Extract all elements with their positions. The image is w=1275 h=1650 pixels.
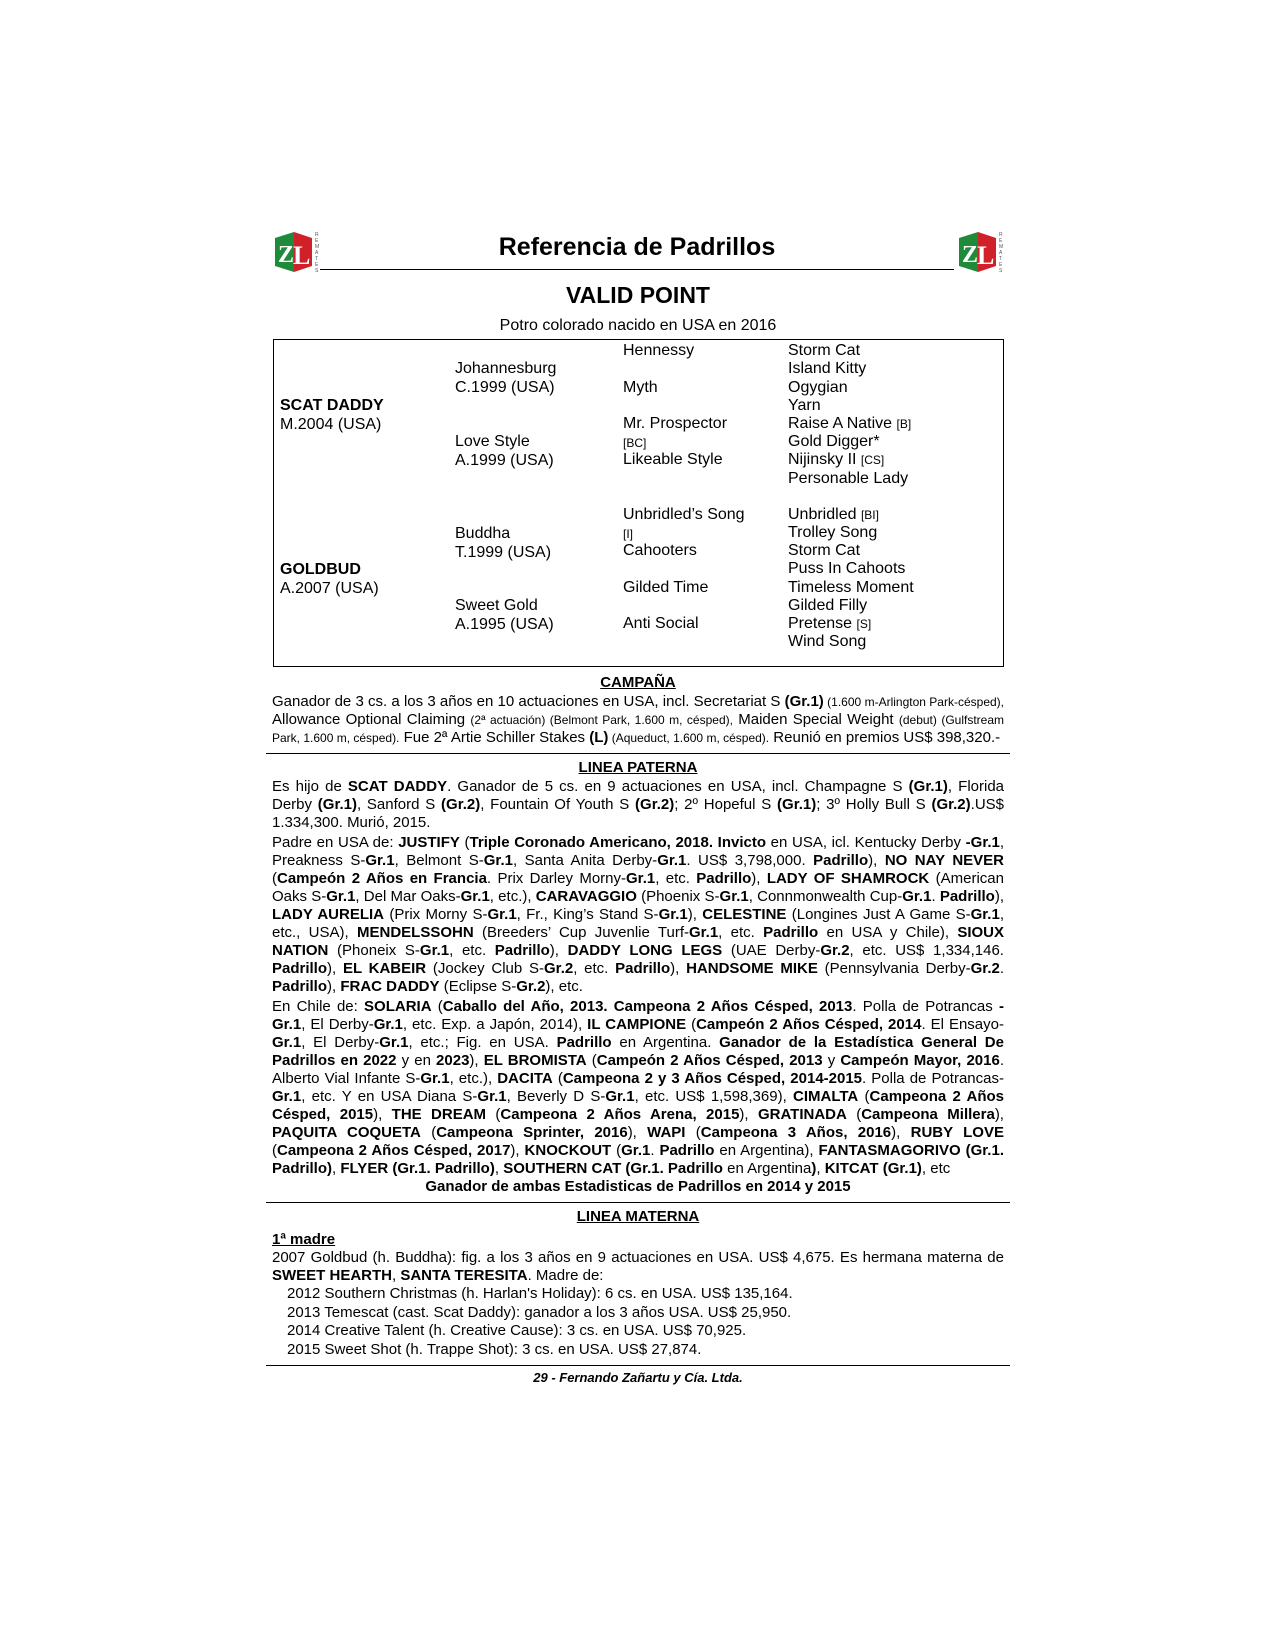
pedigree-gen4-entry: Storm Cat — [788, 542, 861, 559]
pedigree-gen4-entry: Nijinsky II [CS] — [788, 451, 885, 468]
pedigree-gen4-entry: Gold Digger* — [788, 433, 880, 450]
pedigree-gen4-entry: Timeless Moment — [788, 579, 914, 596]
pedigree-gen4-entry: Puss In Cahoots — [788, 560, 906, 577]
campana-text: Ganador de 3 cs. a los 3 años en 10 actuaciones en USA, incl. Secretariat S (Gr.1) (1.600 m-Arlington Park-césped), Allowance Optional Claiming (2ª actuación) (Belmont Park, 1.600 m, césped), Maiden Special Weight (debut) (Gulfstream Park, 1.600 m, césped). Fue 2ª Artie Schiller Stakes (L) (Aqueduct, 1.600 m, césped). Reunió en premios US$ 398,320.- — [272, 693, 1004, 746]
linea-paterna-p1: Es hijo de SCAT DADDY. Ganador de 5 cs. en 9 actuaciones en USA, incl. Champagne S (Gr.1), Florida Derby (Gr.1), Sanford S (Gr.2), Fountain Of Youth S (Gr.2); 2º Hopeful S (Gr.1); 3º Holly Bull S (Gr.2).US$ 1.334,300. Murió, 2015. — [272, 778, 1005, 831]
svg-text:E: E — [315, 238, 319, 244]
pedigree-gen4-entry: Unbridled [BI] — [788, 506, 879, 523]
page — [270, 225, 1006, 1385]
offspring-item: 2014 Creative Talent (h. Creative Cause): 3 cs. en USA. US$ 70,925. — [287, 1322, 747, 1339]
pedigree-gen4-entry: Storm Cat — [788, 342, 861, 359]
zl-remates-logo — [956, 228, 1006, 276]
pedigree-gen4-entry: Island Kitty — [788, 360, 867, 377]
pedigree-gen4-entry: Yarn — [788, 397, 821, 414]
pedigree-gen4-entry: Pretense [S] — [788, 615, 872, 632]
pedigree-gen3-entry: Hennessy — [623, 342, 695, 359]
dam-name: GOLDBUD — [280, 561, 361, 578]
pedigree-gen4-entry: Gilded Filly — [788, 597, 868, 614]
pedigree-gen4-entry: Trolley Song — [788, 524, 878, 541]
svg-text:E: E — [999, 238, 1003, 244]
page-title: Referencia de Padrillos — [498, 233, 776, 261]
footer-rule — [266, 1365, 1010, 1366]
section-divider — [266, 1202, 1010, 1203]
pedigree-gen3-entry: Unbridled’s Song [I] — [623, 506, 745, 541]
linea-paterna-p3: En Chile de: SOLARIA (Caballo del Año, 2013. Campeona 2 Años Césped, 2013. Polla de Potrancas -Gr.1, El Derby-Gr.1, etc. Exp. a Japón, 2014), IL CAMPIONE (Campeón 2 Años Césped, 2014. El Ensayo-Gr.1, El Derby-Gr.1, etc.; Fig. en USA. Padrillo en Argentina. Ganador de la Estadística General De Padrillos en 2022 y en 2023), EL BROMISTA (Campeón 2 Años Césped, 2013 y Campeón Mayor, 2016. Alberto Vial Infante S-Gr.1, etc.), DACITA (Campeona 2 y 3 Años Césped, 2014-2015. Polla de Potrancas-Gr.1, etc. Y en USA Diana S-Gr.1, Beverly D S-Gr.1, etc. US$ 1,598,369), CIMALTA (Campeona 2 Años Césped, 2015), THE DREAM (Campeona 2 Años Arena, 2015), GRATINADA (Campeona Millera), PAQUITA COQUETA (Campeona Sprinter, 2016), WAPI (Campeona 3 Años, 2016), RUBY LOVE (Campeona 2 Años Césped, 2017), KNOCKOUT (Gr.1. Padrillo en Argentina), FANTASMAGORIVO (Gr.1. Padrillo), FLYER (Gr.1. Padrillo), SOUTHERN CAT (Gr.1. Padrillo en Argentina), KITCAT (Gr.1), etc — [272, 998, 1004, 1177]
dam-info: A.2007 (USA) — [280, 580, 379, 597]
pedigree-sire — [280, 396, 384, 434]
offspring-item: 2015 Sweet Shot (h. Trappe Shot): 3 cs. en USA. US$ 27,874. — [287, 1340, 702, 1358]
svg-text:M: M — [999, 244, 1004, 250]
svg-text:R: R — [315, 232, 319, 238]
pedigree-dam — [280, 560, 379, 598]
pedigree-gen2-entry: Buddha T.1999 (USA) — [455, 525, 552, 561]
pedigree-gen3-entry: Mr. Prospector [BC] — [623, 415, 728, 450]
page-footer: 29 - Fernando Zañartu y Cía. Ltda. — [533, 1370, 743, 1385]
campana-title: CAMPAÑA — [600, 674, 676, 691]
linea-paterna-title: LINEA PATERNA — [578, 759, 698, 776]
pedigree-gen4-entry: Ogygian — [788, 379, 848, 396]
primera-madre-title: 1ª madre — [272, 1231, 336, 1248]
svg-text:T: T — [315, 256, 319, 262]
pedigree-gen2-entry: Love Style A.1999 (USA) — [455, 433, 554, 469]
svg-text:S: S — [315, 268, 319, 274]
svg-text:A: A — [999, 250, 1003, 256]
svg-text:R: R — [999, 232, 1003, 238]
pedigree-gen2-entry: Johannesburg C.1999 (USA) — [455, 360, 557, 396]
pedigree-gen3-entry: Likeable Style — [623, 451, 723, 468]
horse-name: VALID POINT — [566, 282, 710, 308]
linea-materna-p1: 2007 Goldbud (h. Buddha): fig. a los 3 años en 9 actuaciones en USA. US$ 4,675. Es hermana materna de SWEET HEARTH, SANTA TERESITA. Madre de: — [272, 1249, 1004, 1284]
zl-remates-logo — [272, 228, 322, 276]
pedigree-gen3-entry: Gilded Time — [623, 579, 709, 596]
svg-text:Z: Z — [962, 242, 979, 268]
svg-text:S: S — [999, 268, 1003, 274]
svg-text:M: M — [315, 244, 320, 250]
linea-paterna-closing: Ganador de ambas Estadisticas de Padrillos en 2014 y 2015 — [425, 1178, 851, 1195]
pedigree-gen3-entry: Anti Social — [623, 615, 699, 632]
pedigree-table — [273, 339, 1004, 667]
pedigree-gen2-entry: Sweet Gold A.1995 (USA) — [455, 597, 554, 633]
svg-text:L: L — [293, 241, 311, 270]
offspring-item: 2013 Temescat (cast. Scat Daddy): ganador a los 3 años USA. US$ 25,950. — [287, 1303, 792, 1321]
svg-text:E: E — [315, 262, 319, 268]
horse-description: Potro colorado nacido en USA en 2016 — [499, 317, 777, 334]
pedigree-gen3-entry: Cahooters — [623, 542, 697, 559]
pedigree-gen4-entry: Raise A Native [B] — [788, 415, 912, 432]
page-header — [270, 225, 1006, 277]
svg-text:T: T — [999, 256, 1003, 262]
pedigree-gen3-entry: Myth — [623, 379, 658, 396]
pedigree-gen4-entry: Wind Song — [788, 633, 867, 650]
linea-paterna-p2: Padre en USA de: JUSTIFY (Triple Coronado Americano, 2018. Invicto en USA, icl. Kentucky Derby -Gr.1, Preakness S-Gr.1, Belmont S-Gr.1, Santa Anita Derby-Gr.1. US$ 3,798,000. Padrillo), NO NAY NEVER (Campeón 2 Años en Francia. Prix Darley Morny-Gr.1, etc. Padrillo), LADY OF SHAMROCK (American Oaks S-Gr.1, Del Mar Oaks-Gr.1, etc.), CARAVAGGIO (Phoenix S-Gr.1, Connmonwealth Cup-Gr.1. Padrillo), LADY AURELIA (Prix Morny S-Gr.1, Fr., King’s Stand S-Gr.1), CELESTINE (Longines Just A Game S-Gr.1, etc., USA), MENDELSSOHN (Breeders’ Cup Juvenlie Turf-Gr.1, etc. Padrillo en USA y Chile), SIOUX NATION (Phoneix S-Gr.1, etc. Padrillo), DADDY LONG LEGS (UAE Derby-Gr.2, etc. US$ 1,334,146. Padrillo), EL KABEIR (Jockey Club S-Gr.2, etc. Padrillo), HANDSOME MIKE (Pennsylvania Derby-Gr.2. Padrillo), FRAC DADDY (Eclipse S-Gr.2), etc. — [272, 834, 1005, 995]
linea-materna-title: LINEA MATERNA — [576, 1208, 700, 1225]
sire-info: M.2004 (USA) — [280, 416, 382, 433]
sire-name: SCAT DADDY — [280, 397, 384, 414]
pedigree-gen4-entry: Personable Lady — [788, 470, 909, 487]
offspring-item: 2012 Southern Christmas (h. Harlan's Holiday): 6 cs. en USA. US$ 135,164. — [287, 1285, 793, 1302]
svg-text:E: E — [999, 262, 1003, 268]
svg-text:Z: Z — [278, 242, 295, 268]
svg-text:L: L — [977, 241, 995, 270]
header-rule — [320, 269, 954, 270]
svg-text:A: A — [315, 250, 319, 256]
section-divider — [266, 753, 1010, 754]
